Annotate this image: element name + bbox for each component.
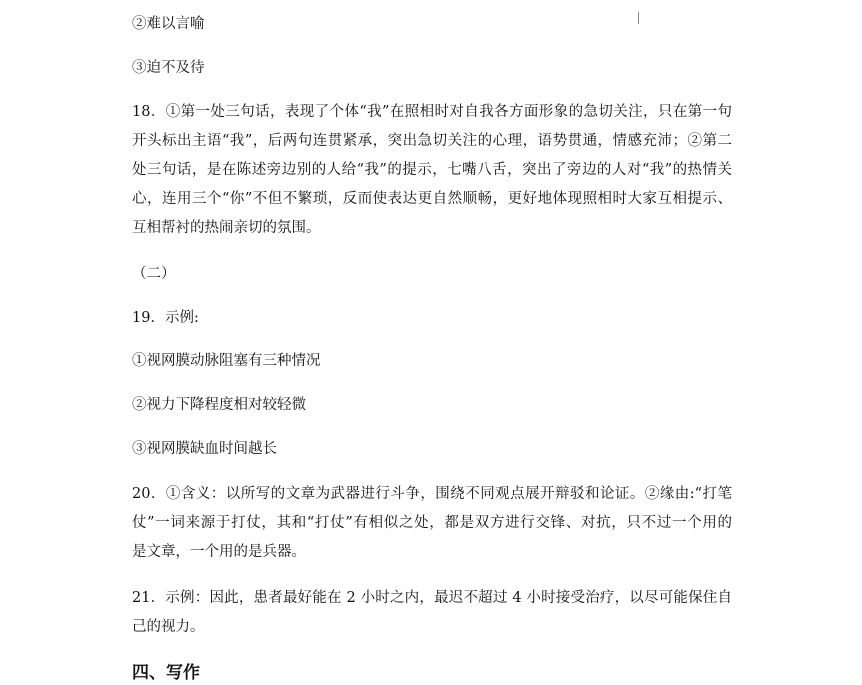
answer-21-line: 21．示例：因此，患者最好能在 2 小时之内，最迟不超过 4 小时接受治疗，以尽可能保住自: [132, 590, 732, 606]
answer-18-line: 处三句话，是在陈述旁边别的人给“我”的提示，七嘴八舌，突出了旁边的人对“我”的热情关: [132, 162, 732, 178]
answer-19-item: ③视网膜缺血时间越长: [132, 441, 277, 457]
answer-19-label: 19．示例:: [132, 310, 199, 326]
answer-21-line: 己的视力。: [132, 619, 205, 635]
answer-item-2: ②难以言喻: [132, 16, 205, 32]
answer-18-line: 互相帮衬的热闹亲切的氛围。: [132, 220, 321, 236]
answer-20-line: 仗”一词来源于打仗，其和“打仗”有相似之处，都是双方进行交锋、对抗，只不过一个用的: [132, 515, 732, 531]
answer-20: [132, 480, 732, 567]
section-heading-writing: 四、写作: [132, 663, 200, 683]
answer-21: [132, 584, 732, 642]
section-heading-two: （二）: [132, 266, 176, 282]
text-cursor-mark: [638, 12, 639, 24]
answer-item-3: ③迫不及待: [132, 60, 205, 76]
answer-19-item: ②视力下降程度相对较轻微: [132, 397, 306, 413]
answer-18-line: 18．①第一处三句话，表现了个体“我”在照相时对自我各方面形象的急切关注，只在第一句: [132, 104, 732, 120]
answer-18: [132, 98, 732, 243]
answer-18-line: 心，连用三个“你”不但不繁琐，反而使表达更自然顺畅，更好地体现照相时大家互相提示、: [132, 191, 732, 207]
answer-20-line: 是文章，一个用的是兵器。: [132, 544, 306, 560]
answer-18-line: 开头标出主语“我”，后两句连贯紧承，突出急切关注的心理，语势贯通，情感充沛；②第二: [132, 133, 732, 149]
answer-19-item: ①视网膜动脉阻塞有三种情况: [132, 353, 321, 369]
answer-20-line: 20．①含义：以所写的文章为武器进行斗争，围绕不同观点展开辩驳和论证。②缘由:“打笔: [132, 486, 732, 502]
